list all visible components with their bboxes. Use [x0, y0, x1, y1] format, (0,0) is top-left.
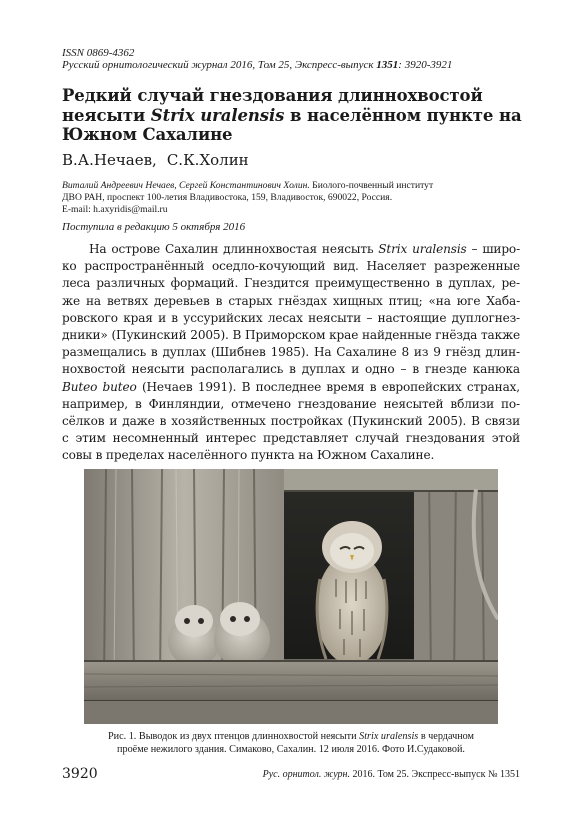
caption-line-1: Рис. 1. Выводок из двух птенцов длиннохвостой неясыти Strix uralensis в чердачном: [107, 731, 474, 742]
body-line: дники» (Пукинский 2005). В Приморском крае найденные гнёзда также: [62, 328, 520, 343]
owl-photo-illustration: [84, 469, 498, 724]
title-part2: в населённом пункте на Южном Сахалине: [62, 105, 522, 144]
author-2: С.К.Холин: [166, 151, 249, 169]
body-line: нохвостой неясыти располагались в дуплах и одно – в гнезде канюка: [62, 362, 520, 377]
owl-photograph: [84, 469, 498, 724]
body-line: размещались в дуплах (Шибнев 1985). На Сахалине 8 из 9 гнёзд длин-: [62, 345, 520, 360]
figure-caption: [84, 730, 498, 756]
journal-line: [62, 59, 452, 71]
footer-journal-rest: 2016. Том 25. Экспресс-выпуск № 1351: [349, 769, 520, 780]
affiliation-names: Виталий Андреевич Нечаев, Сергей Константинович Холин.: [62, 180, 310, 191]
issue-number: 1351: [376, 59, 399, 71]
journal-prefix: Русский орнитологический журнал 2016, Том 25, Экспресс-выпуск: [62, 59, 377, 71]
affiliation-line-1: [62, 180, 522, 192]
author-1: В.А.Нечаев,: [62, 151, 157, 169]
title-part1: Редкий случай гнездования длиннохвостой неясыти: [62, 86, 483, 125]
page-number: 3920: [62, 766, 98, 782]
affiliation-institute: Биолого-почвенный институт: [309, 180, 434, 191]
received-date: Поступила в редакцию 5 октября 2016: [62, 221, 246, 233]
affiliation-email: E-mail: h.axyridis@mail.ru: [62, 204, 168, 215]
body-line: Buteo buteo (Нечаев 1991). В последнее время в европейских странах,: [62, 379, 521, 394]
adult-owl-figure: [316, 521, 388, 665]
body-line: ко распространённый оседло-кочующий вид. Населяет разреженные: [62, 259, 520, 274]
body-line: ровского края и в уссурийских лесах неясыти – настоящие дуплогнез-: [62, 310, 520, 325]
body-line: совы в пределах населённого пункта на Южном Сахалине.: [62, 448, 435, 463]
issn-line: ISSN 0869-4362: [62, 47, 135, 59]
footer-journal: [263, 769, 520, 781]
body-line: леса различных формаций. Гнездится преимущественно в дуплах, ре-: [62, 276, 520, 291]
footer-journal-abbr: Рус. орнитол. журн.: [262, 769, 350, 780]
body-line: например, в Финляндии, отмечено гнездование неясытей вблизи по-: [62, 396, 520, 411]
body-line: с этим несомненный интерес представляет случай гнездования этой: [62, 431, 520, 446]
affiliation: [62, 180, 522, 216]
body-paragraph: [62, 241, 520, 465]
body-line: На острове Сахалин длиннохвостая неясыть Strix uralensis – широ-: [89, 242, 520, 256]
page-range: : 3920-3921: [398, 59, 453, 71]
caption-line-2: проёме нежилого здания. Симаково, Сахалин. 12 июля 2016. Фото И.Судаковой.: [117, 744, 465, 755]
title-species: Strix uralensis: [150, 105, 285, 125]
article-title: [62, 86, 522, 145]
affiliation-line-2: ДВО РАН, проспект 100-летия Владивостока, 159, Владивосток, 690022, Россия.: [62, 192, 393, 203]
authors: [62, 151, 259, 169]
body-line: сёлков и даже в хозяйственных постройках (Пукинский 2005). В связи: [62, 414, 520, 429]
body-line: же на ветвях деревьев в старых гнёздах хищных птиц; «на юге Хаба-: [62, 293, 520, 308]
